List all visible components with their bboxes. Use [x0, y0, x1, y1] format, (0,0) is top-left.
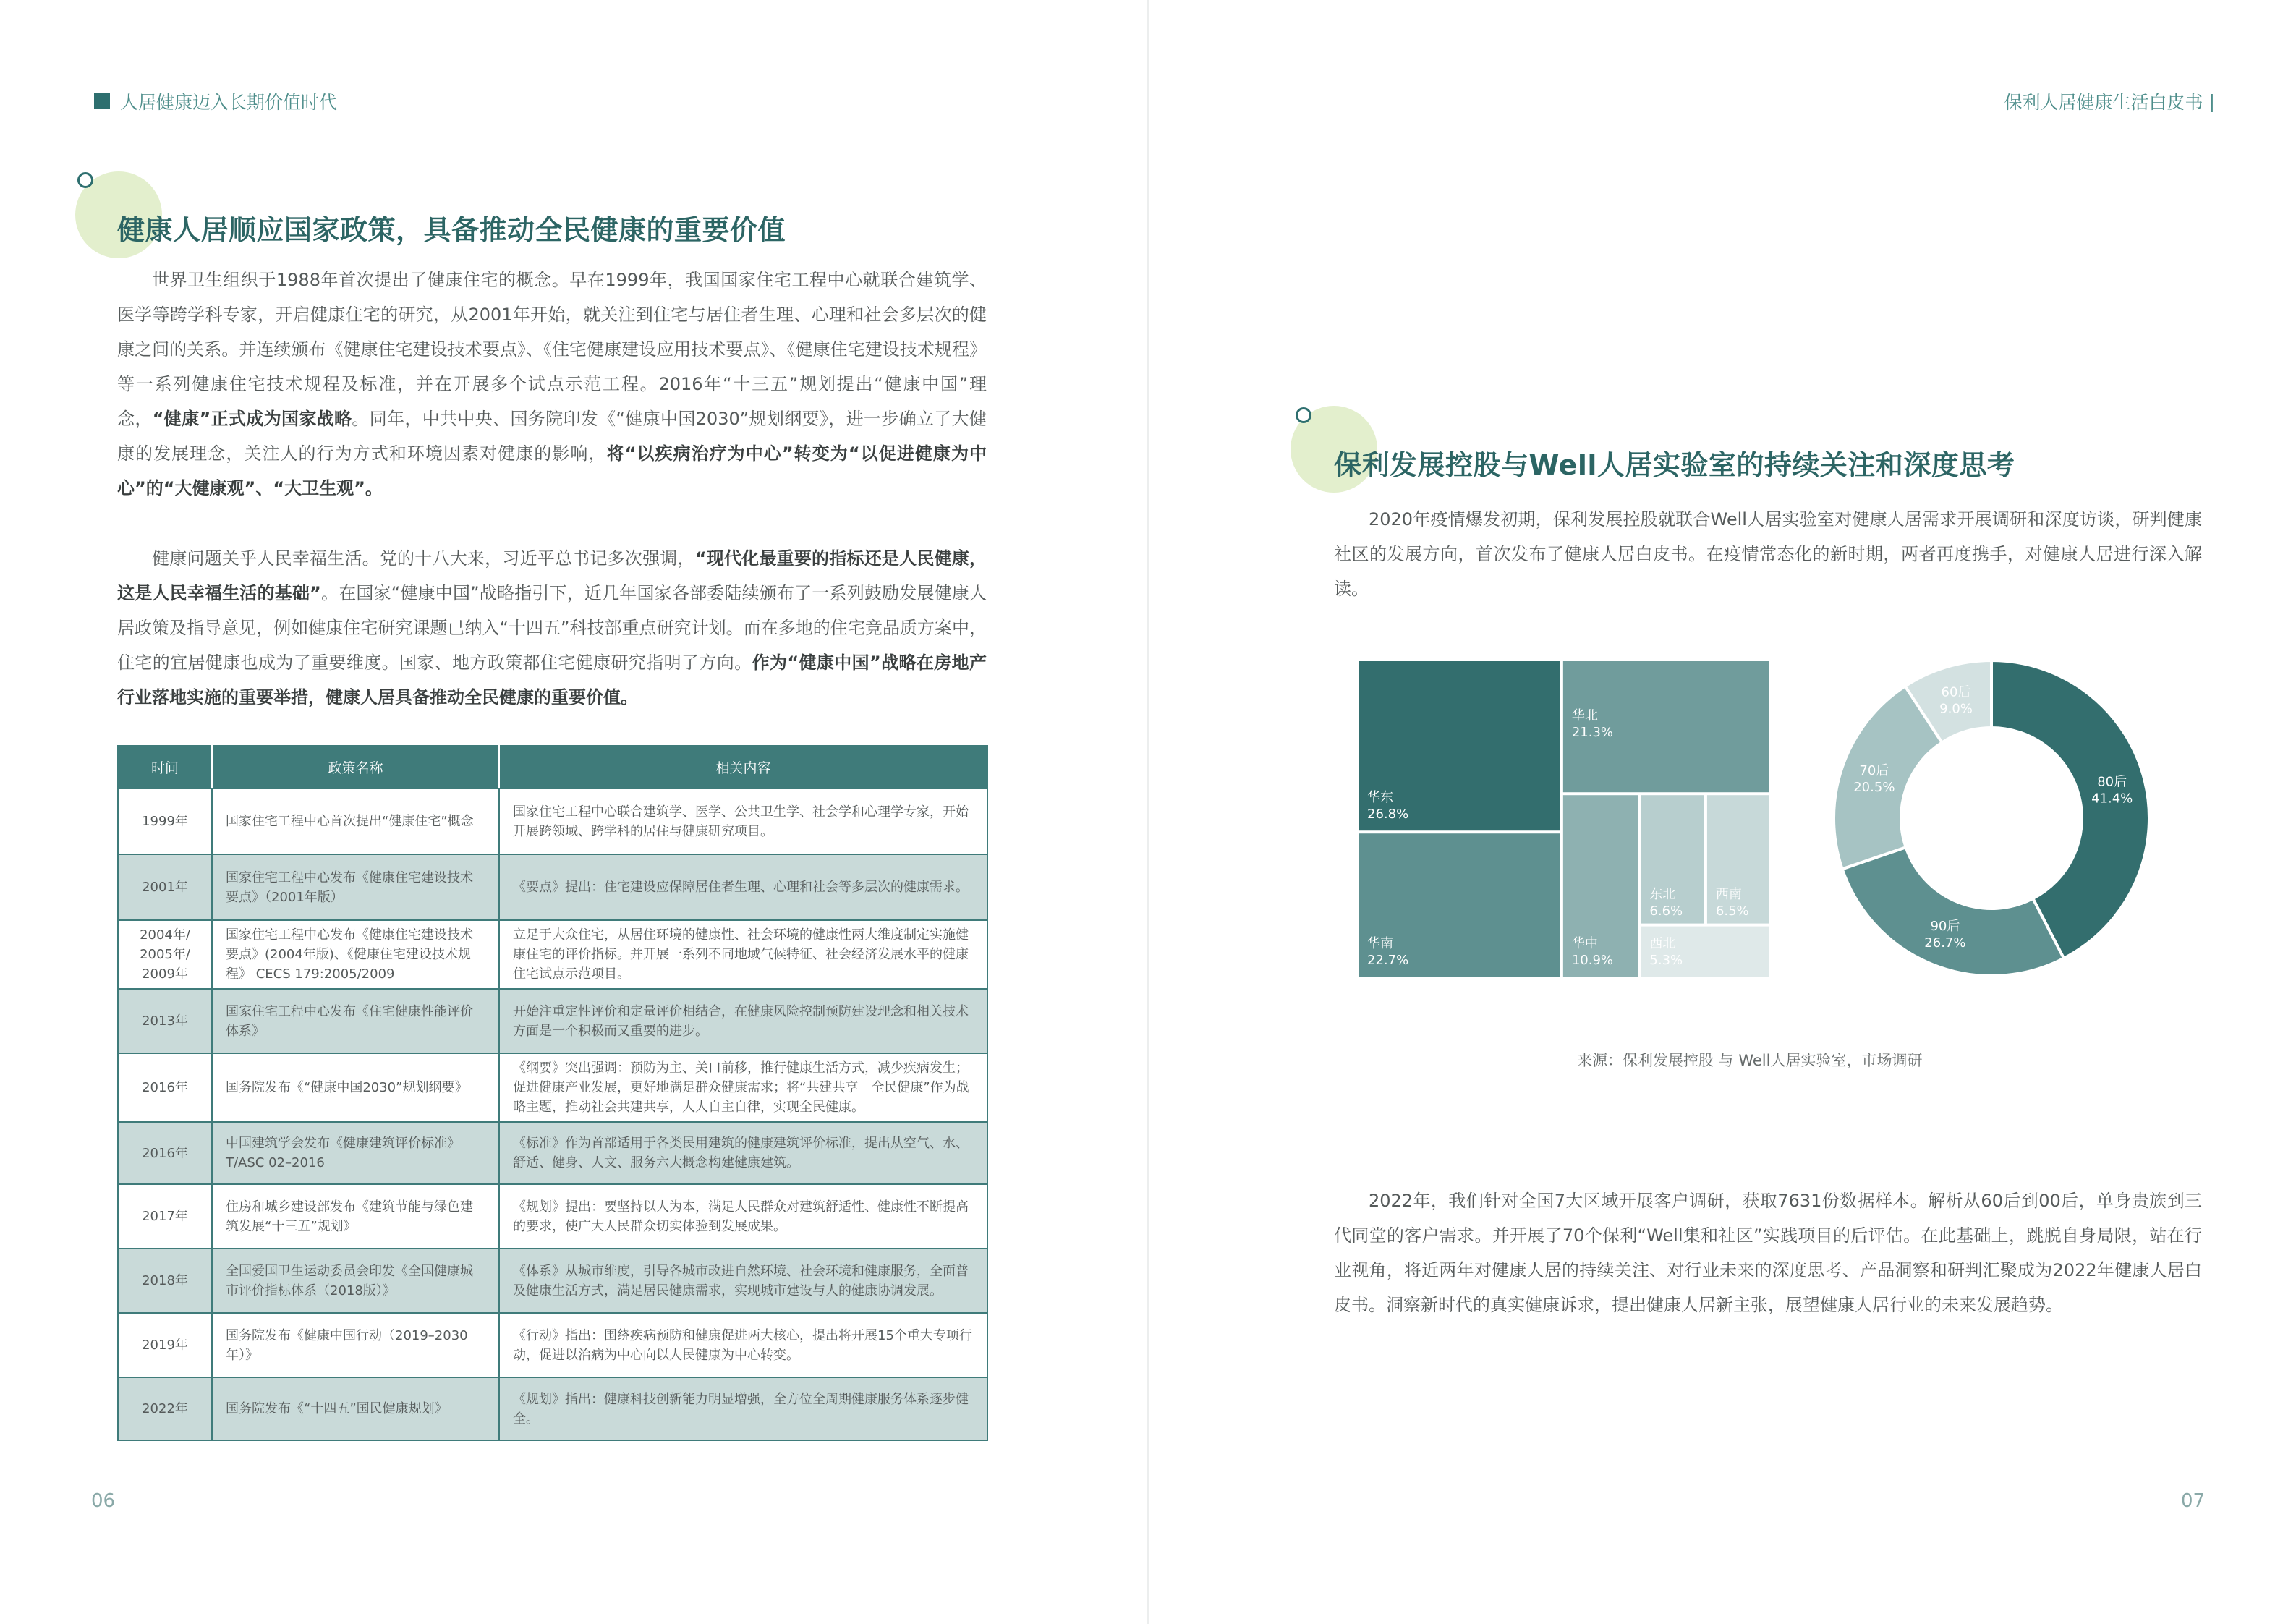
treemap-cell-name: 华北 [1571, 708, 1598, 723]
cell-content: 开始注重定性评价和定量评价相结合，在健康风险控制预防建设理念和相关技术方面是一个积极而又重要的进步。 [499, 989, 987, 1053]
cell-content: 《体系》从城市维度，引导各城市改进自然环境、社会环境和健康服务，全面普及健康生活方式，满足居民健康需求，实现城市建设与人的健康协调发展。 [499, 1249, 987, 1313]
treemap-cell-name: 西北 [1649, 936, 1676, 951]
cell-year: 2022年 [118, 1377, 212, 1440]
cell-year: 2016年 [118, 1053, 212, 1122]
policy-table [117, 745, 988, 1441]
donut-slice-value: 9.0% [1939, 701, 1973, 717]
right-running-header [2004, 88, 2215, 114]
treemap-cell-value: 6.5% [1715, 904, 1749, 919]
treemap-cell-name: 华南 [1367, 936, 1393, 951]
cell-content: 《要点》提出：住宅建设应保障居住者生理、心理和社会等多层次的健康需求。 [499, 854, 987, 920]
emphasis-text: “现代化最重要的指标还是人民健康，这是人民幸福生活的基础” [117, 548, 987, 603]
policy-table-header [118, 746, 987, 788]
cell-policy-name: 中国建筑学会发布《健康建筑评价标准》T/ASC 02–2016 [212, 1122, 499, 1184]
title-ring-icon [77, 172, 93, 188]
col-header-content: 相关内容 [499, 746, 987, 788]
treemap-cell-value: 10.9% [1571, 953, 1614, 968]
left-paragraph-2 [117, 541, 987, 715]
col-header-time: 时间 [118, 746, 212, 788]
cell-policy-name: 国务院发布《健康中国行动（2019–2030年）》 [212, 1313, 499, 1377]
col-header-policy: 政策名称 [212, 746, 499, 788]
left-page-number: 06 [91, 1490, 116, 1512]
left-section-title: 健康人居顺应国家政策，具备推动全民健康的重要价值 [117, 214, 786, 246]
policy-table-row [118, 1313, 987, 1377]
treemap-cell-value: 6.6% [1649, 904, 1683, 919]
policy-table-row [118, 1053, 987, 1122]
right-page-number: 07 [2181, 1490, 2206, 1512]
emphasis-text: 作为“健康中国”战略在房地产行业落地实施的重要举措，健康人居具备推动全民健康的重要价值。 [117, 652, 987, 707]
donut-svg [1830, 657, 2153, 979]
cell-year: 2018年 [118, 1249, 212, 1313]
left-header-text: 人居健康迈入长期价值时代 [120, 92, 338, 113]
cell-year: 2004年/ 2005年/ 2009年 [118, 920, 212, 989]
policy-table-row [118, 788, 987, 854]
cell-policy-name: 住房和城乡建设部发布《建筑节能与绿色建筑发展“十三五”规划》 [212, 1184, 499, 1249]
cell-policy-name: 国家住宅工程中心发布《健康住宅建设技术要点》（2001年版） [212, 854, 499, 920]
cell-policy-name: 全国爱国卫生运动委员会印发《全国健康城市评价指标体系（2018版）》 [212, 1249, 499, 1313]
donut-slice-value: 26.7% [1924, 935, 1966, 951]
policy-table-row [118, 1377, 987, 1440]
right-paragraph-2: 2022年，我们针对全国7大区域开展客户调研，获取7631份数据样本。解析从60后到00后，单身贵族到三代同堂的客户需求。并开展了70个保利“Well集和社区”实践项目的后评估。在此基础上，跳脱自身局限，站在行业视角，将近两年对健康人居的持续关注、对行业未来的深度思考、产品洞察和研判汇聚成为2022年健康人居白皮书。洞察新时代的真实健康诉求，提出健康人居新主张，展望健康人居行业的未来发展趋势。 [1334, 1191, 2202, 1315]
treemap-cell-value: 21.3% [1571, 725, 1614, 740]
policy-table-row [118, 920, 987, 989]
treemap-cell-value: 22.7% [1367, 953, 1409, 968]
cell-policy-name: 国家住宅工程中心发布《健康住宅建设技术要点》(2004年版)、《健康住宅建设技术规程》 CECS 179:2005/2009 [212, 920, 499, 989]
cell-content: 国家住宅工程中心联合建筑学、医学、公共卫生学、社会学和心理学专家，开始开展跨领域、跨学科的居住与健康研究项目。 [499, 788, 987, 854]
treemap-cell-name: 华中 [1571, 936, 1598, 951]
policy-table-row [118, 1184, 987, 1249]
paragraph-text: 世界卫生组织于1988年首次提出了健康住宅的概念。早在1999年，我国国家住宅工程中心就联合建筑学、医学等跨学科专家，开启健康住宅的研究，从2001年开始，就关注到住宅与居住者生理、心理和社会多层次的健康之间的关系。并连续颁布《健康住宅建设技术要点》、《住宅健康建设应用技术要点》、《健康住宅建设技术规程》等一系列健康住宅技术规程及标准，并在开展多个试点示范工程。2016年“十三五”规划提出“健康中国”理念， [117, 270, 987, 429]
cell-content: 立足于大众住宅，从居住环境的健康性、社会环境的健康性两大维度制定实施健康住宅的评价指标。并开展一系列不同地域气候特征、社会经济发展水平的健康住宅试点示范项目。 [499, 920, 987, 989]
cell-content: 《行动》指出：围绕疾病预防和健康促进两大核心，提出将开展15个重大专项行动，促进以治病为中心向以人民健康为中心转变。 [499, 1313, 987, 1377]
left-page [0, 0, 1147, 1624]
cell-policy-name: 国家住宅工程中心发布《住宅健康性能评价体系》 [212, 989, 499, 1053]
cell-content: 《规划》指出：健康科技创新能力明显增强，全方位全周期健康服务体系逐步健全。 [499, 1377, 987, 1440]
treemap-cell-name: 华东 [1367, 790, 1393, 806]
donut-slice-name: 80后 [2097, 774, 2127, 790]
donut-slice-value: 20.5% [1853, 780, 1895, 796]
policy-table-row [118, 854, 987, 920]
donut-slice-name: 90后 [1930, 919, 1960, 935]
treemap-cell-value: 26.8% [1367, 807, 1409, 822]
chart-source-note: 来源：保利发展控股 与 Well人居实验室，市场调研 [1577, 1052, 1923, 1069]
treemap-svg [1357, 660, 1771, 978]
cell-year: 1999年 [118, 788, 212, 854]
cell-content: 《纲要》突出强调：预防为主、关口前移，推行健康生活方式，减少疾病发生；促进健康产业发展，更好地满足群众健康需求；将“共建共享 全民健康”作为战略主题，推动社会共建共享，人人自主自律，实现全民健康。 [499, 1053, 987, 1122]
treemap-cell-name: 东北 [1649, 887, 1676, 903]
donut-slice [1842, 847, 2064, 976]
policy-table-row [118, 1122, 987, 1184]
cell-policy-name: 国家住宅工程中心首次提出“健康住宅”概念 [212, 788, 499, 854]
donut-slice-name: 70后 [1859, 763, 1889, 779]
emphasis-text: “健康”正式成为国家战略 [152, 409, 352, 429]
policy-table-row [118, 989, 987, 1053]
cell-year: 2013年 [118, 989, 212, 1053]
treemap-cell-name: 西南 [1715, 887, 1742, 903]
cell-year: 2016年 [118, 1122, 212, 1184]
header-square-icon [94, 93, 110, 109]
paragraph-text: 。在国家“健康中国”战略指引下，近几年国家各部委陆续颁布了一系列鼓励发展健康人居政策及指导意见，例如健康住宅研究课题已纳入“十四五”科技部重点研究计划。而在多地的住宅竞品质方案中，住宅的宜居健康也成为了重要维度。国家、地方政策都住宅健康研究指明了方向。 [117, 583, 987, 673]
region-treemap-chart [1357, 660, 1771, 981]
donut-slice-value: 41.4% [2091, 791, 2133, 807]
cell-year: 2017年 [118, 1184, 212, 1249]
age-donut-chart [1830, 657, 2153, 982]
right-section-title: 保利发展控股与Well人居实验室的持续关注和深度思考 [1334, 449, 2015, 481]
treemap-cell-value: 5.3% [1649, 953, 1683, 968]
cell-policy-name: 国务院发布《“十四五”国民健康规划》 [212, 1377, 499, 1440]
paragraph-text: 。同年，中共中央、国务院印发《“健康中国2030”规划纲要》，进一步确立了大健康的发展理念，关注人的行为方式和环境因素对健康的影响， [117, 409, 987, 464]
treemap-cell [1641, 927, 1769, 977]
policy-table-row [118, 1249, 987, 1313]
header-separator: | [2208, 90, 2215, 112]
emphasis-text: 将“以疾病治疗为中心”转变为“以促进健康为中心”的“大健康观”、“大卫生观”。 [117, 443, 987, 498]
right-paragraph-1: 2020年疫情爆发初期，保利发展控股就联合Well人居实验室对健康人居需求开展调研和深度访谈，研判健康社区的发展方向，首次发布了健康人居白皮书。在疫情常态化的新时期，两者再度携手，对健康人居进行深入解读。 [1334, 509, 2202, 599]
left-running-header [94, 88, 337, 114]
paragraph-text: 健康问题关乎人民幸福生活。党的十八大来，习近平总书记多次强调， [152, 548, 695, 569]
cell-year: 2001年 [118, 854, 212, 920]
left-paragraph-1 [117, 263, 987, 506]
cell-content: 《标准》作为首部适用于各类民用建筑的健康建筑评价标准，提出从空气、水、舒适、健身、人文、服务六大概念构建健康建筑。 [499, 1122, 987, 1184]
cell-content: 《规划》提出：要坚持以人为本，满足人民群众对建筑舒适性、健康性不断提高的要求，使广大人民群众切实体验到发展成果。 [499, 1184, 987, 1249]
right-header-text: 保利人居健康生活白皮书 [2004, 92, 2203, 113]
cell-year: 2019年 [118, 1313, 212, 1377]
cell-policy-name: 国务院发布《“健康中国2030”规划纲要》 [212, 1053, 499, 1122]
donut-slice-name: 60后 [1941, 684, 1971, 700]
right-title-ring-icon [1296, 407, 1311, 423]
